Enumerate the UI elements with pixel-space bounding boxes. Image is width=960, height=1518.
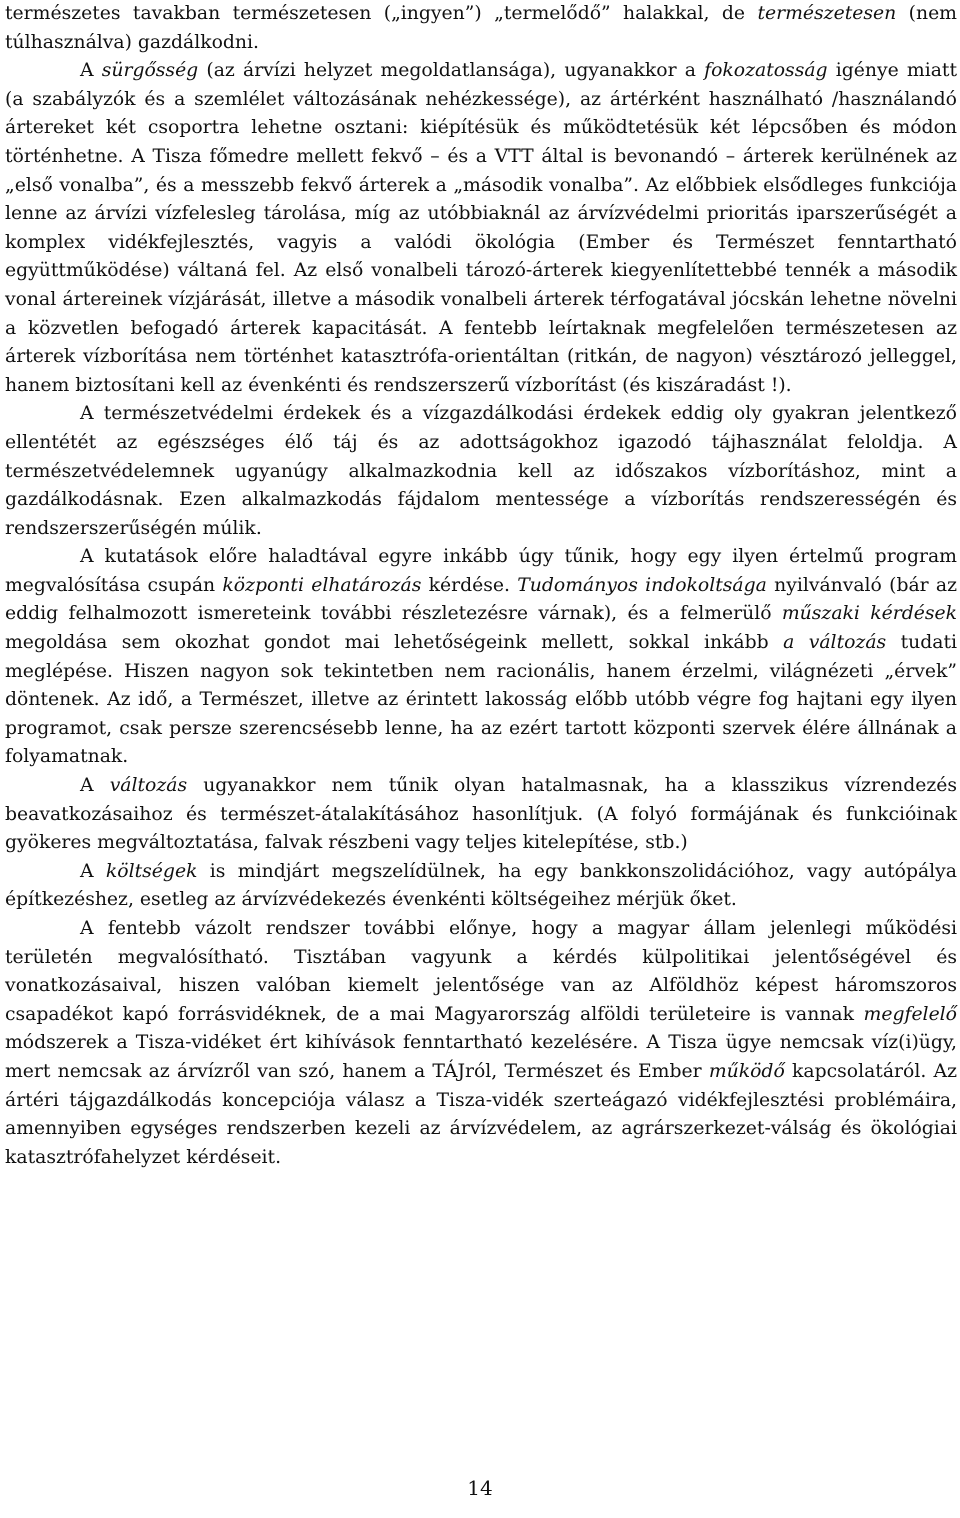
paragraph [5,0,957,57]
italic-segment: fokozatosság [704,60,828,82]
text-segment: kérdése. [421,574,518,596]
paragraph [5,57,957,400]
text-segment: A fentebb vázolt rendszer további előnye, hogy a magyar állam jelenlegi működési területén megvalósítható. Tisztában vagyunk a kérdés külpolitikai jelentőségével és vonatkozásaival, hiszen valóban kiemelt jelentősége van az Alföldhöz képest háromszoros csapadékot kapó forrásvidéknek, de a mai Magyarország alföldi területeire is vannak [5,918,957,1025]
italic-segment: megfelelő [863,1003,957,1025]
text-segment: megoldása sem okozhat gondot mai lehetőségeink mellett, sokkal inkább [5,632,784,654]
paragraph [5,915,957,1172]
text-segment: ugyanakkor nem tűnik olyan hatalmasnak, ha a klasszikus vízrendezés beavatkozásaihoz és természet-átalakításához hasonlítjuk. (A folyó formájának és funkcióinak gyökeres megváltoztatása, falvak részbeni vagy teljes kitelepítése, stb.) [5,775,957,854]
text-segment: A természetvédelmi érdekek és a vízgazdálkodási érdekek eddig oly gyakran jelentkező ellentétét az egészséges élő táj és az adottságokhoz igazodó tájhasználat feloldja. A természetvédelemnek ugyanúgy alkalmazkodnia kell az időszakos vízborításhoz, mint a gazdálkodásnak. Ezen alkalmazkodás fájdalom mentessége a vízborítás rendszerességén és rendszerszerűségén múlik. [5,403,957,539]
text-segment: A [80,860,106,882]
italic-segment: műszaki kérdések [781,603,957,625]
text-segment: tudati meglépése. Hiszen nagyon sok tekintetben nem racionális, hanem érzelmi, világnézeti „érvek” döntenek. Az idő, a Természet, illetve az érintett lakosság előbb utóbb végre fog hajtani egy ilyen programot, csak persze szerencsésebb lenne, ha az ezért tartott központi szervek élére állnának a folyamatnak. [5,632,958,768]
text-segment: A [80,775,110,797]
text-segment: természetes tavakban természetesen („ingyen”) „termelődő” halakkal, de [5,3,758,24]
italic-segment: sürgősség [101,60,199,82]
paragraph [5,858,957,915]
text-segment: A kutatások előre haladtával egyre inkább úgy tűnik, hogy egy ilyen értelmű program megvalósítása csupán [5,546,957,596]
text-segment: kapcsolatáról. Az ártéri tájgazdálkodás koncepciója válasz a Tisza-vidék szerteágazó vidékfejlesztési problémáira, amennyiben egységes rendszerben kezeli az árvízvédelem, az agrárszerkezet-válság és ökológiai katasztrófahelyzet kérdéseit. [5,1060,957,1168]
italic-segment: természetesen [757,3,897,24]
text-segment: igénye miatt (a szabályzók és a szemlélet változásának nehézkessége), az ártérként használható /használandó ártereket két csoportra lehetne osztani: kiépítésük és működtetésük két lépcsőben és módon történhetne. A Tisza főmedre mellett fekvő – és a VTT által is bevonandó – árterek kerülnének az „első vonalba”, és a messzebb fekvő árterek a „második vonalba”. Az előbbiek elsődleges funkciója lenne az árvízi vízfelesleg tárolása, míg az utóbbiaknál az árvízvédelmi prioritás iparszerűségét a komplex vidékfejlesztés, vagyis a valódi ökológia (Ember és Természet fenntartható együttműködése) váltaná fel. Az első vonalbeli tározó-árterek kiegyenlítettebbé tennék a második vonal ártereinek vízjárását, illetve a második vonalbeli árterek térfogatával jócskán lehetne növelni a közvetlen befogadó árterek kapacitását. A fentebb leírtaknak megfelelően természetesen az árterek vízborítása nem történhet katasztrófa-orientáltan (ritkán, de nagyon) vésztározó jelleggel, hanem biztosítani kell az évenkénti és rendszerszerű vízborítást (és kiszáradást !). [5,60,957,396]
italic-segment: költségek [105,860,198,882]
italic-segment: a változás [783,632,887,654]
text-segment: (az árvízi helyzet megoldatlansága), ugyanakkor a [198,60,705,82]
text-segment: módszerek a Tisza-vidéket ért kihívások fenntartható kezelésére. A Tisza ügye nemcsak víz(i)ügy, mert nemcsak az árvízről van szó, hanem a TÁJról, Természet és Ember [5,1032,957,1082]
paragraph [5,400,957,543]
italic-segment: változás [109,775,188,797]
text-segment: A [80,60,102,82]
italic-segment: működő [708,1060,785,1082]
italic-segment: Tudományos indokoltsága [517,574,767,596]
paragraph [5,543,957,772]
page-number: 14 [467,1476,493,1500]
paragraph [5,772,957,858]
italic-segment: központi elhatározás [222,574,422,596]
text-segment: nyilvánvaló (bár az eddig felhalmozott ismereteink további részletezésre várnak), és a felmerülő [5,574,957,625]
text-segment: (nem túlhasználva) gazdálkodni. [5,3,957,53]
text-segment: is mindjárt megszelídülnek, ha egy bankkonszolidációhoz, vagy autópálya építkezéshez, esetleg az árvízvédekezés évenkénti költségeihez mérjük őket. [5,860,957,911]
document-body [5,0,957,1172]
